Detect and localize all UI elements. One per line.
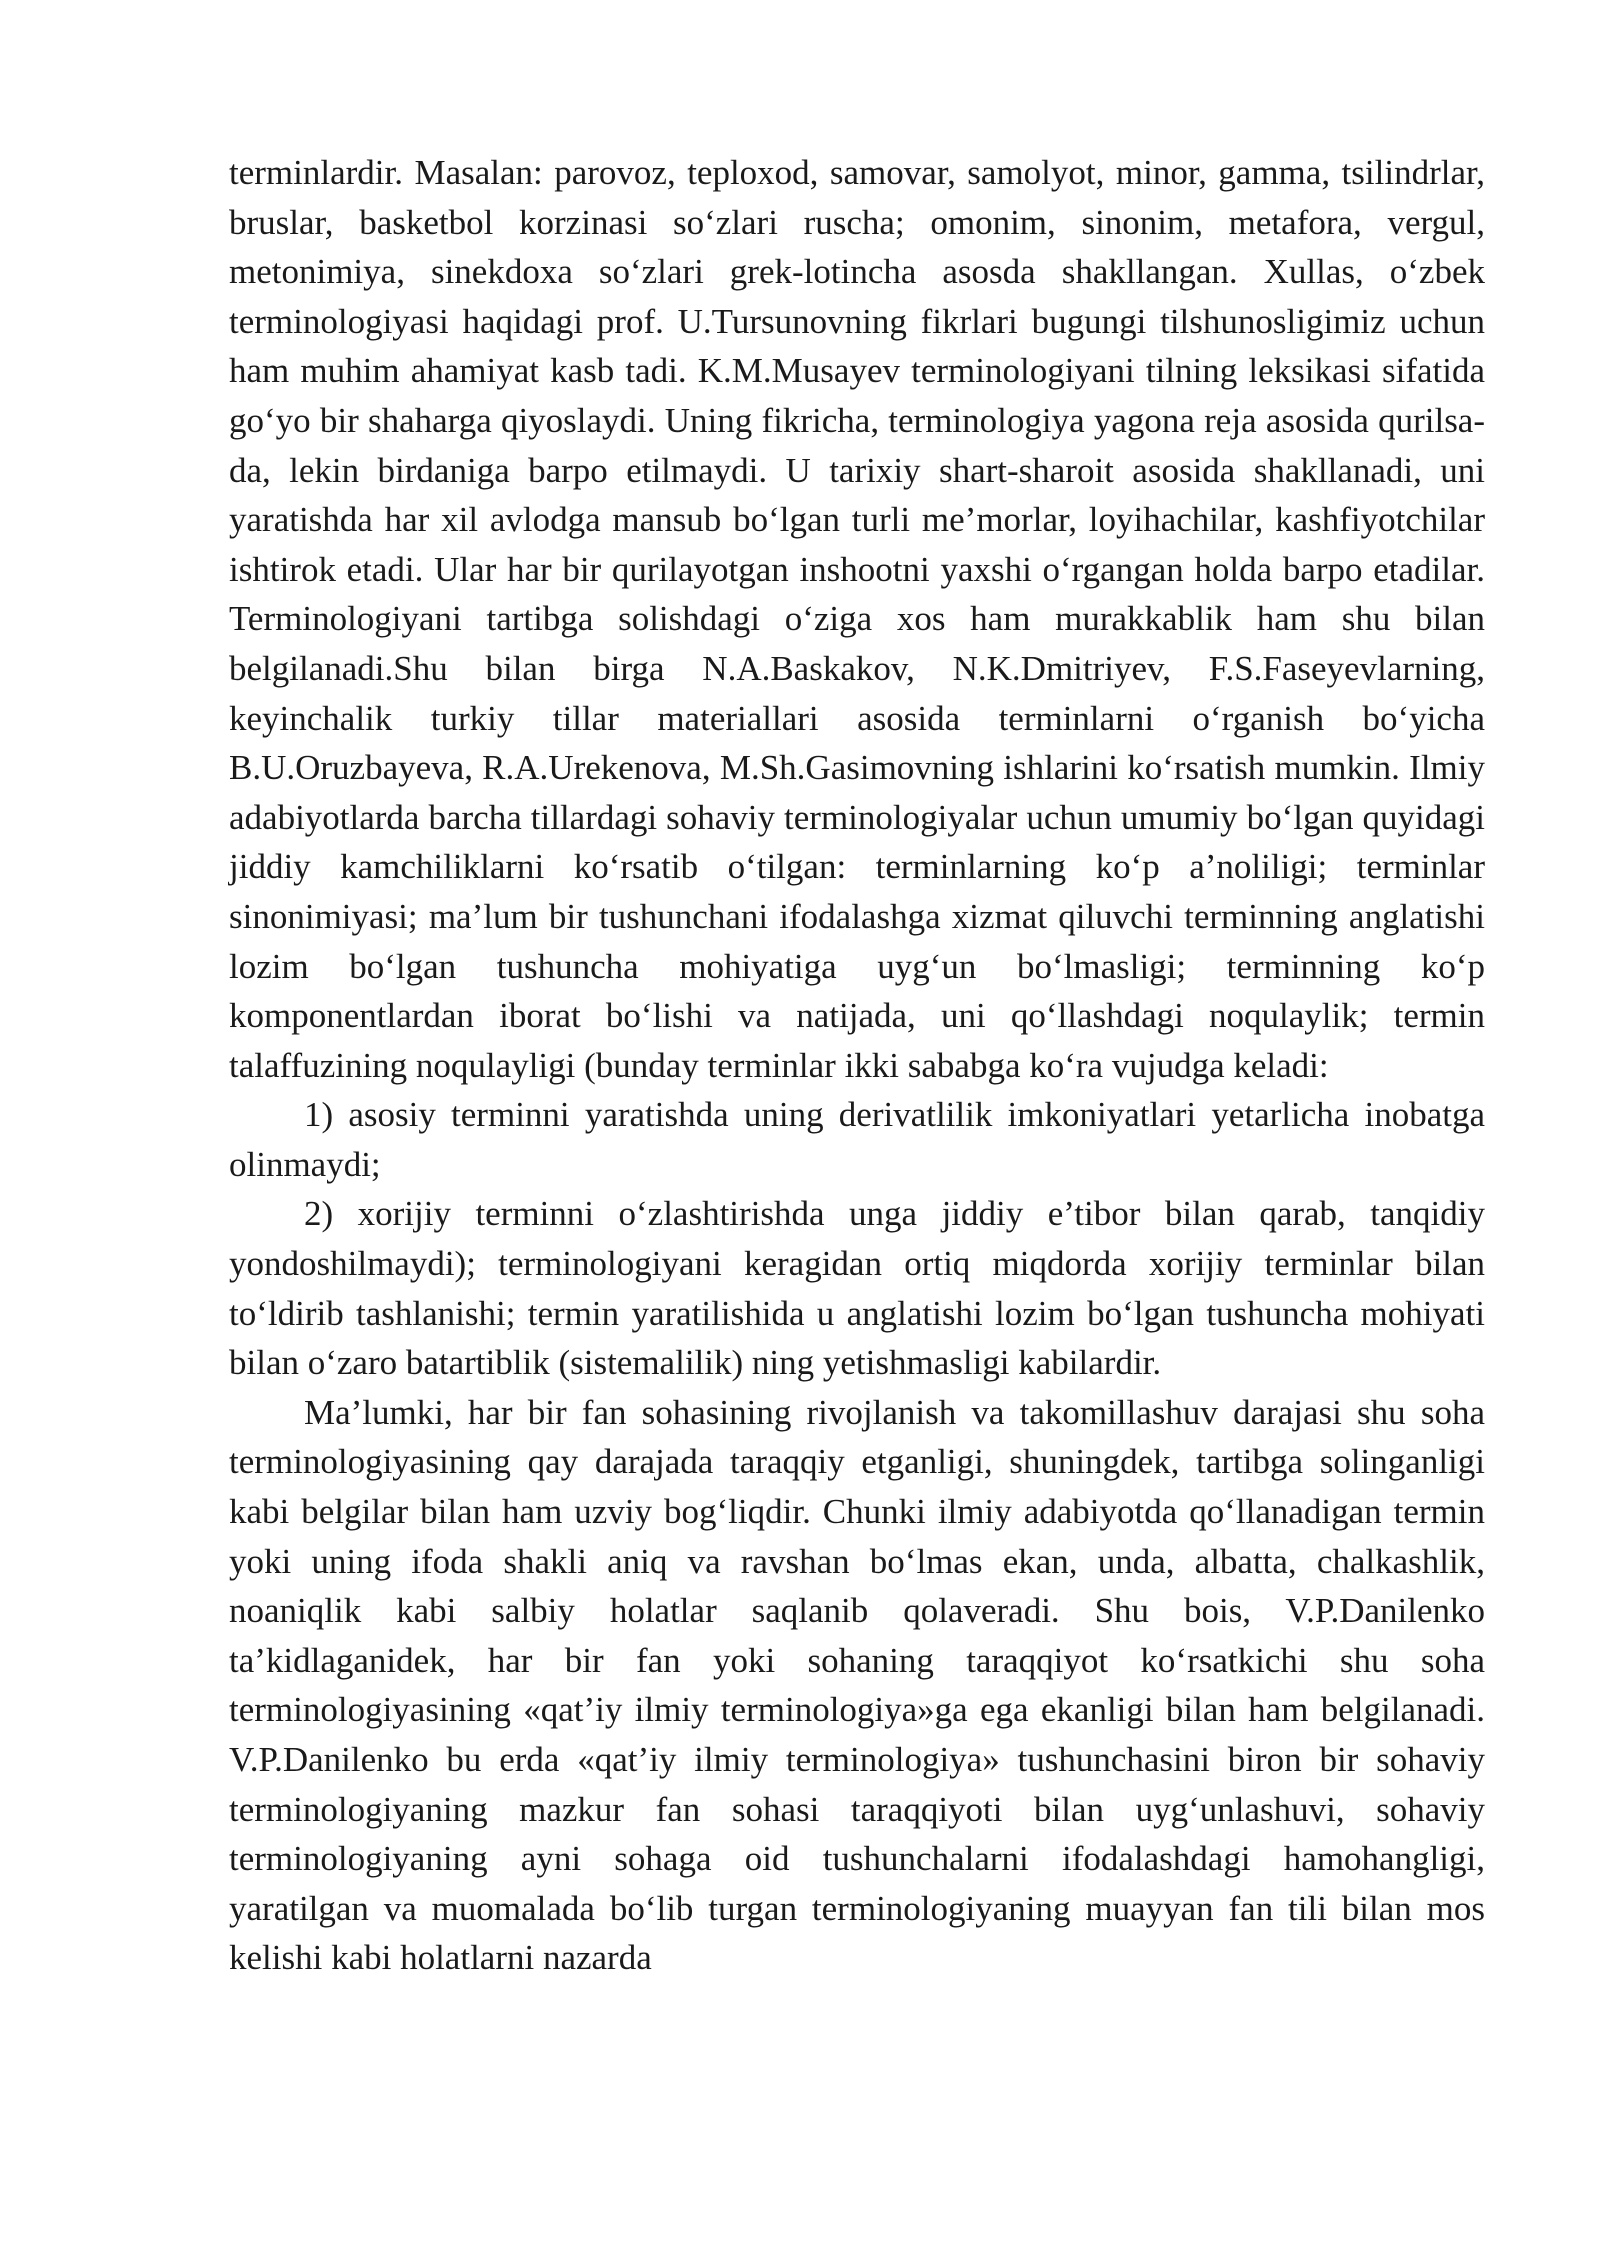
paragraph-list-item-2: 2) xorijiy terminni o‘zlashtirishda unga jiddiy e’tibor bilan qarab, tanqidiy yondoshilmaydi); terminologiyani keragidan ortiq miqdorda xorijiy terminlar bilan to‘ldirib tashlanishi; termin yaratilishida u anglatishi lozim bo‘lgan tushuncha mohiyati bilan o‘zaro batartiblik (sistemalilik) ning yetishmasligi kabilardir. — [229, 1194, 1485, 1383]
paragraph-danilenko: Ma’lumki, har bir fan sohasining rivojlanish va takomillashuv darajasi shu soha terminologiyasining qay darajada taraqqiy etganligi, shuningdek, tartibga solinganligi kabi belgilar bilan ham uzviy bog‘liqdir. Chunki ilmiy adabiyotda qo‘llanadigan termin yoki uning ifoda shakli aniq va ravshan bo‘lmas ekan, unda, albatta, chalkashlik, noaniqlik kabi salbiy holatlar saqlanib qolaveradi. Shu bois, V.P.Danilenko ta’kidlaganidek, har bir fan yoki sohaning taraqqiyot ko‘rsatkichi shu soha terminologiyasining «qat’iy ilmiy terminologiya»ga ega ekanligi bilan ham belgilanadi. V.P.Danilenko bu erda «qat’iy ilmiy terminologiya» tushunchasini biron bir sohaviy terminologiyaning mazkur fan sohasi taraqqiyoti bilan uyg‘unlashuvi, sohaviy terminologiyaning ayni sohaga oid tushunchalarni ifodalashdagi hamohangligi, yaratilgan va muomalada bo‘lib turgan terminologiyaning muayyan fan tili bilan mos kelishi kabi holatlarni nazarda — [229, 1392, 1485, 1978]
paragraph-list-item-1: 1) asosiy terminni yaratishda uning derivatlilik imkoniyatlari yetarlicha inobatga olinmaydi; — [229, 1095, 1485, 1184]
document-page — [229, 148, 1485, 1983]
paragraph-terminology-overview: terminlardir. Masalan: parovoz, teploxod, samovar, samolyot, minor, gamma, tsilindrlar, bruslar, basketbol korzinasi so‘zlari ruscha; omonim, sinonim, metafora, vergul, metonimiya, sinekdoxa so‘zlari grek-lotincha asosda shakllangan. Xullas, o‘zbek terminologiyasi haqidagi prof. U.Tursunovning fikrlari bugungi tilshunosligimiz uchun ham muhim ahamiyat kasb tadi. K.M.Musayev terminologiyani tilning leksikasi sifatida go‘yo bir shaharga qiyoslaydi. Uning fikricha, terminologiya yagona reja asosida qurilsa-da, lekin birdaniga barpo etilmaydi. U tarixiy shart-sharoit asosida shakllanadi, uni yaratishda har xil avlodga mansub bo‘lgan turli me’morlar, loyihachilar, kashfiyotchilar ishtirok etadi. Ular har bir qurilayotgan inshootni yaxshi o‘rgangan holda barpo etadilar. Terminologiyani tartibga solishdagi o‘ziga xos ham murakkablik ham shu bilan belgilanadi.Shu bilan birga N.A.Baskakov, N.K.Dmitriyev, F.S.Faseyevlarning, keyinchalik turkiy tillar materiallari asosida terminlarni o‘rganish bo‘yicha B.U.Oruzbayeva, R.A.Urekenova, M.Sh.Gasimovning ishlarini ko‘rsatish mumkin. Ilmiy adabiyotlarda barcha tillardagi sohaviy terminologiyalar uchun umumiy bo‘lgan quyidagi jiddiy kamchiliklarni ko‘rsatib o‘tilgan: terminlarning ko‘p a’noliligi; terminlar sinonimiyasi; ma’lum bir tushunchani ifodalashga xizmat qiluvchi terminning anglatishi lozim bo‘lgan tushuncha mohiyatiga uyg‘un bo‘lmasligi; terminning ko‘p komponentlardan iborat bo‘lishi va natijada, uni qo‘llashdagi noqulaylik; termin talaffuzining noqulayligi (bunday terminlar ikki sababga ko‘ra vujudga keladi: — [229, 153, 1485, 1085]
